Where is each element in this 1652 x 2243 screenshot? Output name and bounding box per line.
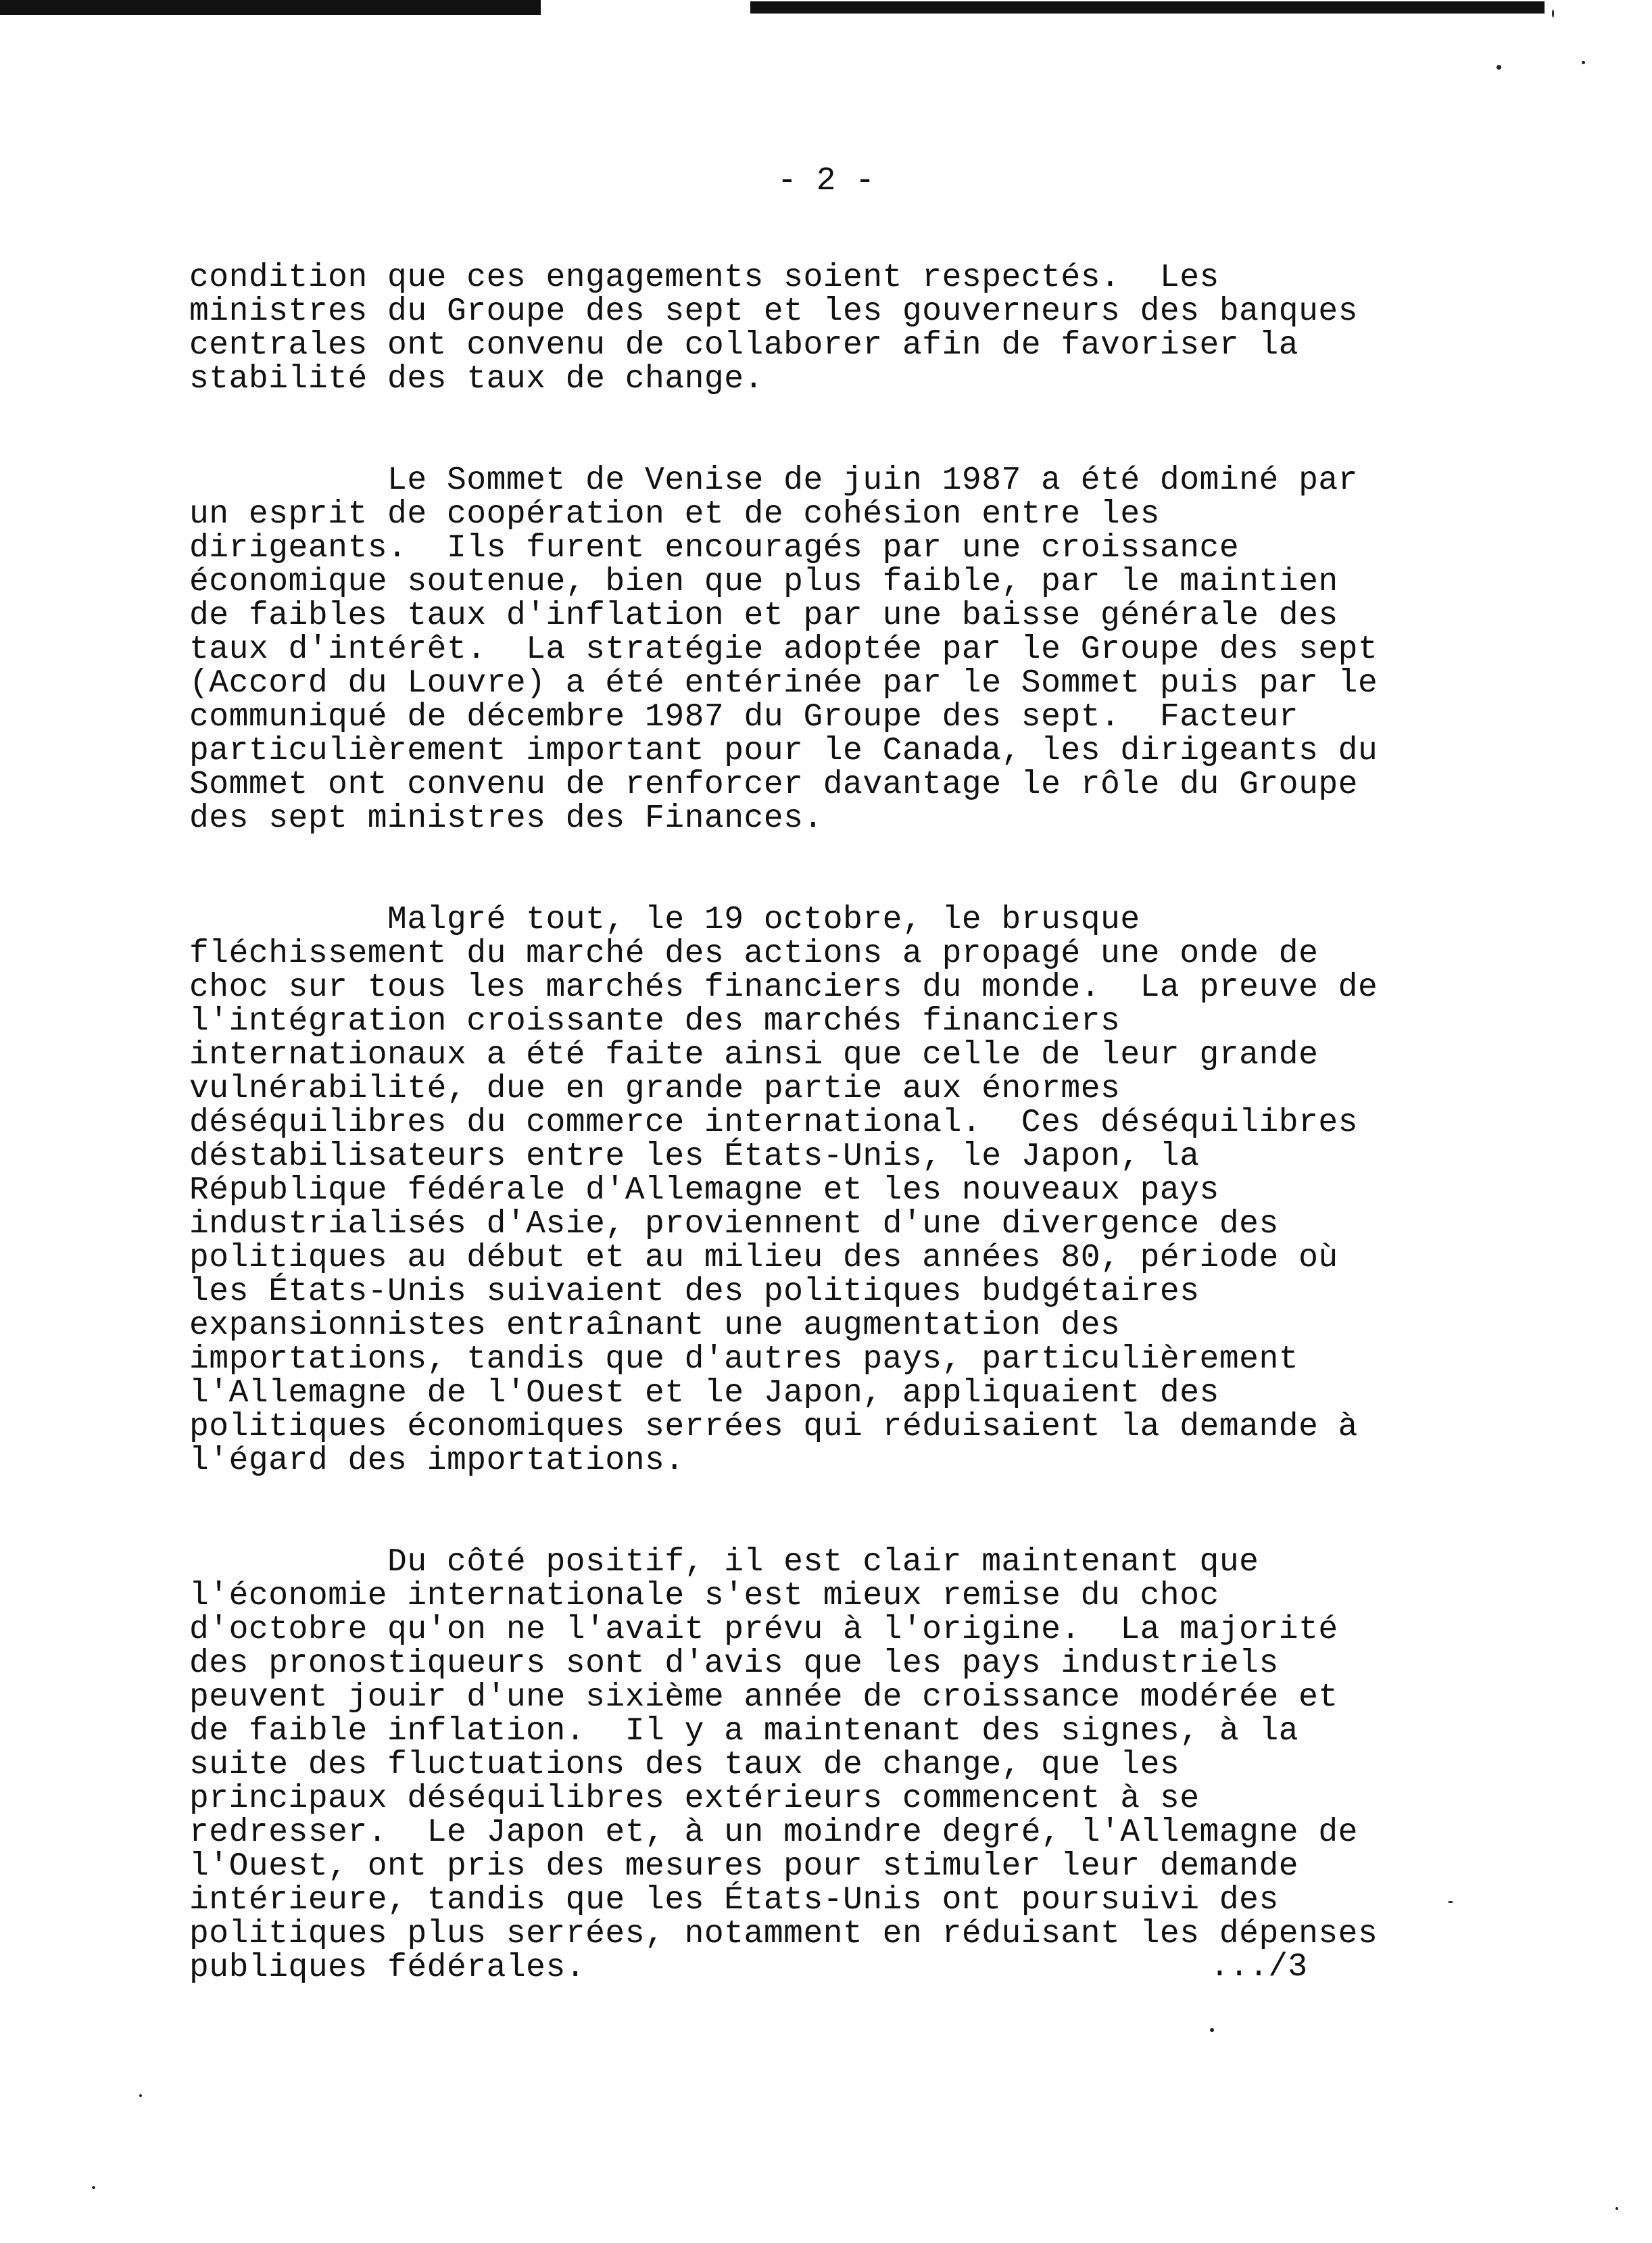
text-line: internationaux a été faite ainsi que celle de leur grande [189, 1037, 1319, 1074]
text-line: publiques fédérales. [189, 1950, 586, 1986]
text-line: d'octobre qu'on ne l'avait prévu à l'origine. La majorité [189, 1612, 1338, 1648]
scan-speck [1615, 2207, 1618, 2210]
text-line: principaux déséquilibres extérieurs commencent à se [189, 1781, 1200, 1817]
text-line: économique soutenue, bien que plus faible, par le maintien [189, 564, 1338, 600]
scan-speck [1448, 1901, 1453, 1903]
scan-edge-bar-left [0, 0, 541, 15]
text-line: de faible inflation. Il y a maintenant des signes, à la [189, 1713, 1299, 1750]
continuation-marker: .../3 [1210, 1949, 1308, 1985]
scan-speck [1497, 65, 1501, 70]
text-line: politiques économiques serrées qui réduisaient la demande à [189, 1409, 1358, 1445]
text-line: l'intégration croissante des marchés financiers [189, 1003, 1121, 1040]
text-line: l'Ouest, ont pris des mesures pour stimuler leur demande [189, 1848, 1299, 1885]
paragraph-4 [189, 1545, 1426, 1985]
text-line: industrialisés d'Asie, proviennent d'une divergence des [189, 1206, 1279, 1243]
page-number: - 2 - [777, 163, 875, 199]
paragraph-1 [189, 261, 1426, 396]
text-line: des pronostiqueurs sont d'avis que les pays industriels [189, 1645, 1279, 1682]
text-line: importations, tandis que d'autres pays, particulièrement [189, 1341, 1299, 1378]
text-line: de faibles taux d'inflation et par une baisse générale des [189, 598, 1338, 634]
text-line: vulnérabilité, due en grande partie aux énormes [189, 1071, 1121, 1107]
text-line: les États-Unis suivaient des politiques budgétaires [189, 1274, 1200, 1310]
text-line: politiques au début et au milieu des années 80, période où [189, 1240, 1338, 1276]
text-line: l'économie internationale s'est mieux remise du choc [189, 1578, 1219, 1614]
text-line: dirigeants. Ils furent encouragés par une croissance [189, 530, 1240, 566]
text-line: stabilité des taux de change. [189, 361, 764, 397]
text-line: l'égard des importations. [189, 1443, 685, 1479]
scan-speck [92, 2186, 95, 2189]
text-line: choc sur tous les marchés financiers du monde. La preuve de [189, 969, 1378, 1006]
text-line: Le Sommet de Venise de juin 1987 a été dominé par [189, 462, 1358, 499]
text-line: politiques plus serrées, notamment en réduisant les dépenses [189, 1916, 1378, 1952]
text-line: condition que ces engagements soient respectés. Les [189, 260, 1219, 296]
text-line: République fédérale d'Allemagne et les nouveaux pays [189, 1172, 1219, 1209]
text-line: Sommet ont convenu de renforcer davantage le rôle du Groupe [189, 767, 1358, 803]
text-line: un esprit de coopération et de cohésion entre les [189, 496, 1160, 533]
scan-speck [1582, 61, 1585, 64]
paragraph-3 [189, 903, 1426, 1478]
text-line: fléchissement du marché des actions a propagé une onde de [189, 936, 1319, 972]
text-line: suite des fluctuations des taux de change, que les [189, 1747, 1180, 1783]
text-line: intérieure, tandis que les États-Unis ont poursuivi des [189, 1882, 1279, 1919]
scan-edge-bar-right [750, 1, 1545, 14]
text-line: communiqué de décembre 1987 du Groupe des sept. Facteur [189, 699, 1299, 735]
text-line: des sept ministres des Finances. [189, 800, 823, 837]
text-line: (Accord du Louvre) a été entérinée par le Sommet puis par le [189, 665, 1378, 702]
text-line: déséquilibres du commerce international. Ces déséquilibres [189, 1105, 1358, 1141]
text-line: peuvent jouir d'une sixième année de croissance modérée et [189, 1679, 1338, 1716]
scan-speck [139, 2094, 142, 2097]
text-line: Malgré tout, le 19 octobre, le brusque [189, 902, 1140, 938]
text-line: taux d'intérêt. La stratégie adoptée par le Groupe des sept [189, 631, 1378, 668]
scan-speck [1210, 2028, 1214, 2032]
text-line: ministres du Groupe des sept et les gouverneurs des banques [189, 293, 1358, 330]
document-body [189, 261, 1426, 2052]
text-line: redresser. Le Japon et, à un moindre degré, l'Allemagne de [189, 1814, 1358, 1851]
text-line: l'Allemagne de l'Ouest et le Japon, appliquaient des [189, 1375, 1219, 1412]
text-line: particulièrement important pour le Canada, les dirigeants du [189, 733, 1378, 769]
scan-speck [1552, 9, 1554, 18]
text-line: Du côté positif, il est clair maintenant que [189, 1544, 1259, 1581]
paragraph-2 [189, 464, 1426, 836]
text-line: expansionnistes entraînant une augmentation des [189, 1307, 1121, 1344]
text-line: déstabilisateurs entre les États-Unis, le Japon, la [189, 1138, 1200, 1175]
text-line: centrales ont convenu de collaborer afin de favoriser la [189, 327, 1299, 364]
